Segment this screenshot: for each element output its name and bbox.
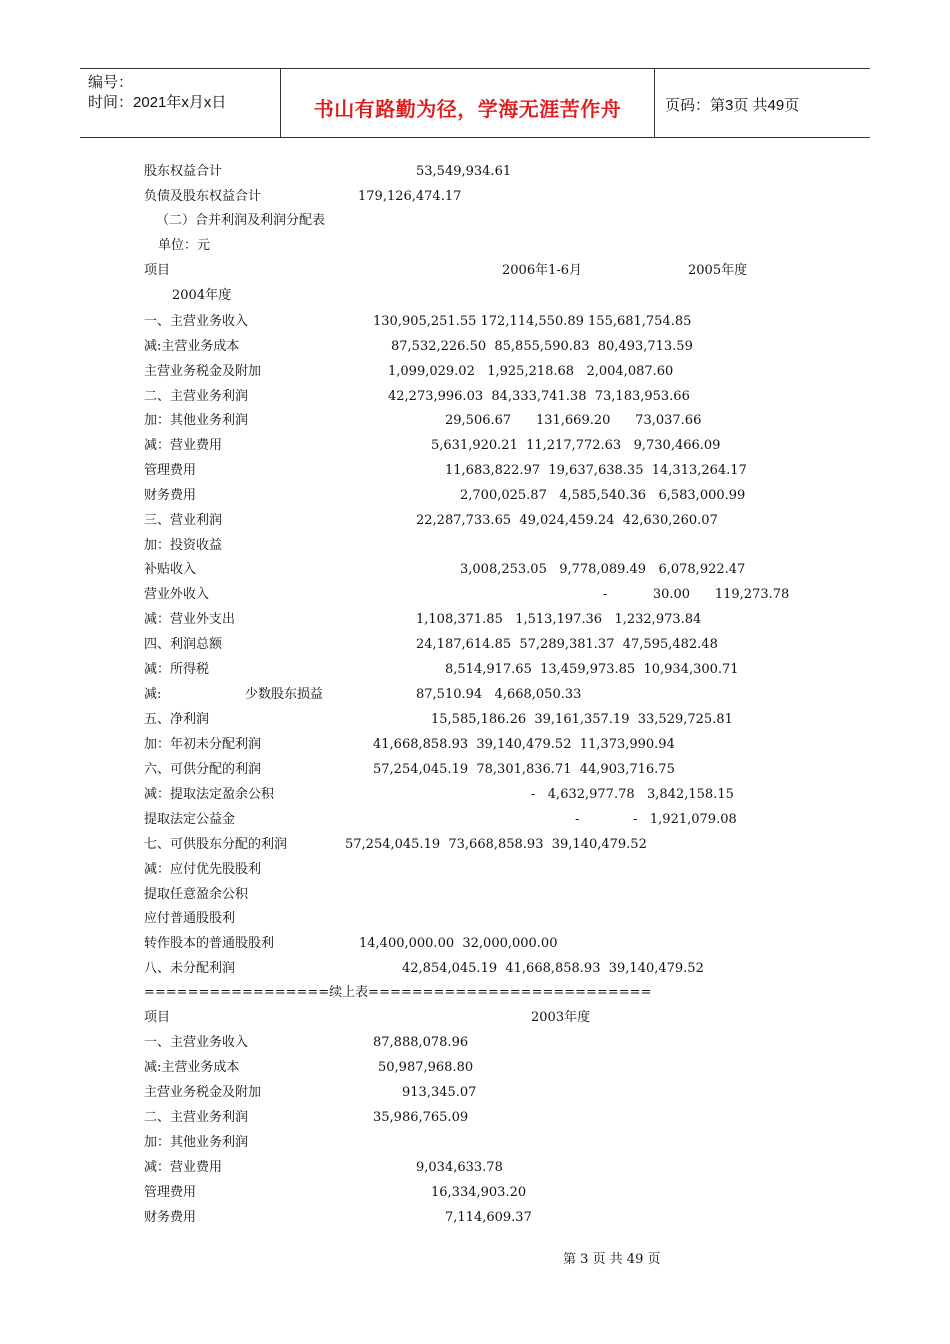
row-values: 179,126,474.17 bbox=[358, 189, 462, 204]
row-values: 53,549,934.61 bbox=[416, 164, 512, 179]
row-values: 24,187,614.85 57,289,381.37 47,595,482.48 bbox=[416, 637, 718, 652]
row-label: 二、主营业务利润 bbox=[144, 1110, 249, 1125]
row-label: 减：应付优先股股利 bbox=[144, 862, 262, 877]
row-values: 130,905,251.55 172,114,550.89 155,681,754.85 bbox=[373, 314, 692, 329]
row-values: 少数股东损益 bbox=[245, 687, 324, 702]
row-label: 减:主营业务成本 bbox=[144, 1060, 240, 1075]
row-values: 2,700,025.87 4,585,540.36 6,583,000.99 bbox=[460, 488, 746, 503]
page-header bbox=[80, 68, 870, 138]
row-values: 41,668,858.93 39,140,479.52 11,373,990.94 bbox=[373, 737, 675, 752]
row-label: 财务费用 bbox=[144, 1210, 197, 1225]
row-label: 补贴收入 bbox=[144, 562, 197, 577]
row-label: 营业外收入 bbox=[144, 587, 210, 602]
row-label: 五、净利润 bbox=[144, 712, 210, 727]
row-label: 二、主营业务利润 bbox=[144, 389, 249, 404]
row-label: 减：营业外支出 bbox=[144, 612, 236, 627]
row-label: 提取任意盈余公积 bbox=[144, 887, 249, 902]
row-label: 股东权益合计 bbox=[144, 164, 223, 179]
row-values: 15,585,186.26 39,161,357.19 33,529,725.81 bbox=[431, 712, 733, 727]
motto-text: 书山有路勤为径，学海无涯苦作舟 bbox=[313, 97, 622, 121]
row-values: 42,273,996.03 84,333,741.38 73,183,953.66 bbox=[388, 389, 690, 404]
row-label: 六、可供分配的利润 bbox=[144, 762, 262, 777]
row-values: 57,254,045.19 78,301,836.71 44,903,716.75 bbox=[373, 762, 675, 777]
row-label: 主营业务税金及附加 bbox=[144, 364, 262, 379]
row-values: 35,986,765.09 bbox=[373, 1110, 469, 1125]
doc-number-label: 编号： bbox=[88, 74, 134, 91]
row-values: 1,108,371.85 1,513,197.36 1,232,973.84 bbox=[416, 612, 702, 627]
doc-date-label: 时间：2021年x月x日 bbox=[88, 94, 227, 111]
row-values: - 4,632,977.78 3,842,158.15 bbox=[531, 787, 734, 802]
row-values: 16,334,903.20 bbox=[431, 1185, 527, 1200]
row-label: 加：年初未分配利润 bbox=[144, 737, 262, 752]
row-values: - 30.00 119,273.78 bbox=[603, 587, 790, 602]
header-left-cell bbox=[80, 69, 281, 137]
row-values: - - 1,921,079.08 bbox=[575, 812, 737, 827]
row-label: 转作股本的普通股股利 bbox=[144, 936, 275, 951]
row-values: 2003年度 bbox=[531, 1010, 591, 1025]
row-values: 50,987,968.80 bbox=[378, 1060, 474, 1075]
row-label: 四、利润总额 bbox=[144, 637, 223, 652]
page-footer: 第 3 页 共 49 页 bbox=[563, 1252, 661, 1267]
row-label: 财务费用 bbox=[144, 488, 197, 503]
row-values: 11,683,822.97 19,637,638.35 14,313,264.17 bbox=[445, 463, 747, 478]
row-label: 八、未分配利润 bbox=[144, 961, 236, 976]
row-label: 三、营业利润 bbox=[144, 513, 223, 528]
row-label: 应付普通股股利 bbox=[144, 911, 236, 926]
row-label: 管理费用 bbox=[144, 1185, 197, 1200]
row-values: 14,400,000.00 32,000,000.00 bbox=[359, 936, 558, 951]
row-label: 管理费用 bbox=[144, 463, 197, 478]
row-values: 87,510.94 4,668,050.33 bbox=[416, 687, 582, 702]
row-values: 87,888,078.96 bbox=[373, 1035, 469, 1050]
row-values: 2006年1-6月 bbox=[502, 263, 583, 278]
row-label: 减：营业费用 bbox=[144, 438, 223, 453]
row-label: 单位：元 bbox=[158, 238, 211, 253]
row-label: 项目 bbox=[144, 263, 171, 278]
row-label: 一、主营业务收入 bbox=[144, 1035, 249, 1050]
row-values: 22,287,733.65 49,024,459.24 42,630,260.07 bbox=[416, 513, 718, 528]
row-values: 8,514,917.65 13,459,973.85 10,934,300.71 bbox=[445, 662, 739, 677]
row-values: 5,631,920.21 11,217,772.63 9,730,466.09 bbox=[431, 438, 721, 453]
row-label: 减: bbox=[144, 687, 162, 702]
row-label: 加：投资收益 bbox=[144, 538, 223, 553]
row-label: 七、可供股东分配的利润 bbox=[144, 837, 288, 852]
row-values: 7,114,609.37 bbox=[445, 1210, 532, 1225]
row-values: 29,506.67 131,669.20 73,037.66 bbox=[445, 413, 702, 428]
row-label: 减:主营业务成本 bbox=[144, 339, 240, 354]
row-label: 项目 bbox=[144, 1010, 171, 1025]
row-label: 减：营业费用 bbox=[144, 1160, 223, 1175]
row-label: 加：其他业务利润 bbox=[144, 1135, 249, 1150]
row-values: 913,345.07 bbox=[402, 1085, 477, 1100]
page-code: 页码：第3页 共49页 bbox=[665, 97, 800, 114]
row-label: 加：其他业务利润 bbox=[144, 413, 249, 428]
row-values: 57,254,045.19 73,668,858.93 39,140,479.52 bbox=[345, 837, 647, 852]
row-label: 提取法定公益金 bbox=[144, 812, 236, 827]
row-label: 减：所得税 bbox=[144, 662, 210, 677]
row-label: 一、主营业务收入 bbox=[144, 314, 249, 329]
row-label: 负债及股东权益合计 bbox=[144, 189, 262, 204]
row-values: 2005年度 bbox=[688, 263, 748, 278]
header-right-cell bbox=[655, 69, 870, 137]
row-values: 1,099,029.02 1,925,218.68 2,004,087.60 bbox=[388, 364, 674, 379]
row-label: 2004年度 bbox=[172, 288, 232, 303]
row-label: =================续上表========================== bbox=[144, 985, 652, 1000]
header-motto-cell bbox=[281, 69, 655, 137]
row-label: 减：提取法定盈余公积 bbox=[144, 787, 275, 802]
row-values: 42,854,045.19 41,668,858.93 39,140,479.52 bbox=[402, 961, 704, 976]
row-values: 87,532,226.50 85,855,590.83 80,493,713.59 bbox=[391, 339, 693, 354]
row-label: （二）合并利润及利润分配表 bbox=[156, 213, 326, 228]
row-values: 3,008,253.05 9,778,089.49 6,078,922.47 bbox=[460, 562, 746, 577]
row-label: 主营业务税金及附加 bbox=[144, 1085, 262, 1100]
row-values: 9,034,633.78 bbox=[416, 1160, 503, 1175]
